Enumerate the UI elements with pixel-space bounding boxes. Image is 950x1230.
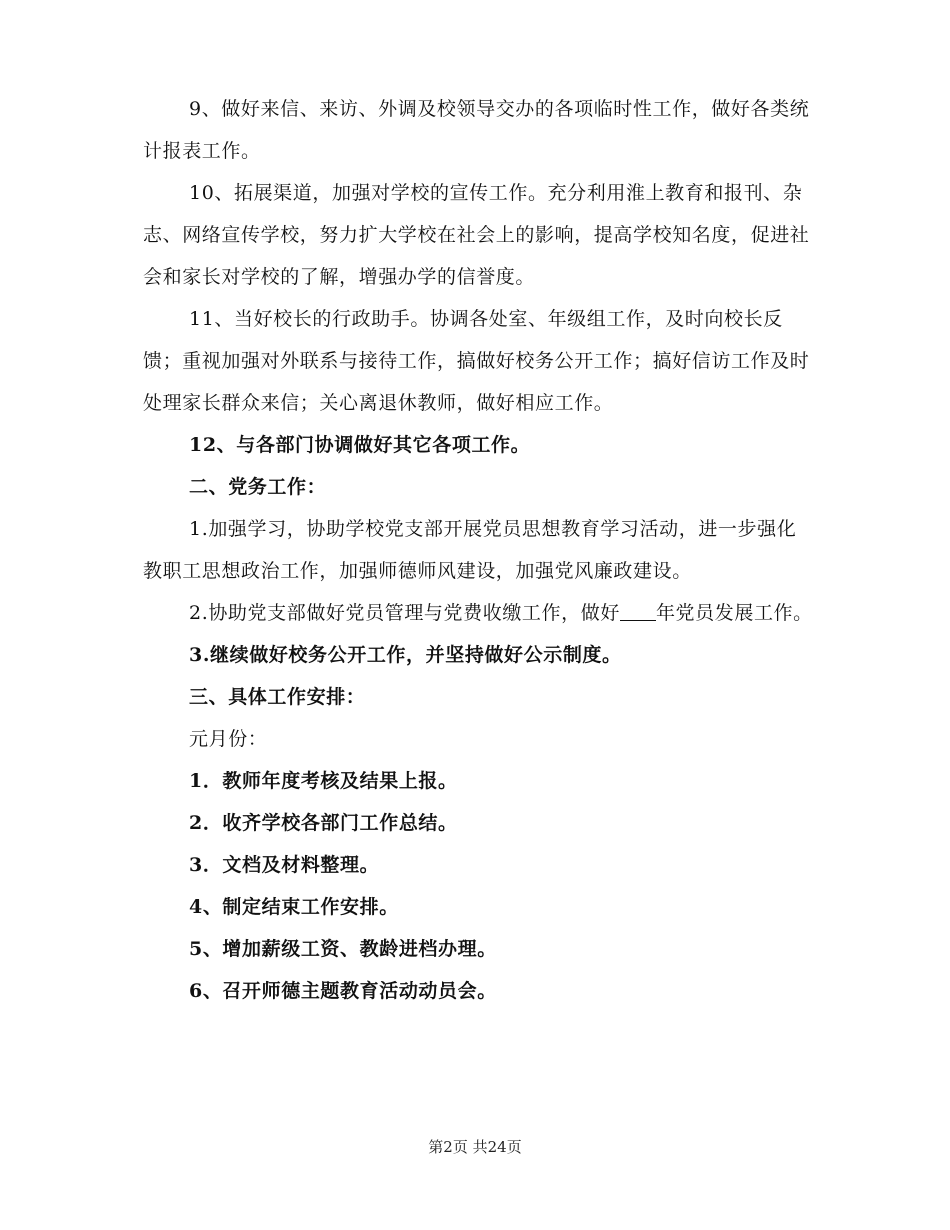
section-heading-party-work: 二、党务工作： <box>189 476 327 498</box>
party-item-2 <box>143 592 813 634</box>
page-number-footer: 第2页 共24页 <box>428 1138 522 1156</box>
month-label: 元月份： <box>189 728 268 750</box>
document-body <box>143 88 813 1012</box>
task-item-6: 6、召开师德主题教育活动动员会。 <box>189 980 497 1002</box>
task-item-5: 5、增加薪级工资、教龄进档办理。 <box>189 938 497 960</box>
task-item-1: 1．教师年度考核及结果上报。 <box>189 770 458 792</box>
party-item-3: 3.继续做好校务公开工作，并坚持做好公示制度。 <box>189 644 622 666</box>
fill-in-blank <box>620 602 656 621</box>
paragraph-item-10: 10、拓展渠道，加强对学校的宣传工作。充分利用淮上教育和报刊、杂志、网络宣传学校，努力扩大学校在社会上的影响，提高学校知名度，促进社会和家长对学校的了解，增强办学的信誉度。 <box>143 182 810 288</box>
paragraph-item-9: 9、做好来信、来访、外调及校领导交办的各项临时性工作，做好各类统计报表工作。 <box>143 98 810 162</box>
section-heading-schedule: 三、具体工作安排： <box>189 686 366 708</box>
party-item-2-part-a: 2.协助党支部做好党员管理与党费收缴工作，做好 <box>189 602 620 624</box>
party-item-1: 1.加强学习，协助学校党支部开展党员思想教育学习活动，进一步强化教职工思想政治工作，加强师德师风建设，加强党风廉政建设。 <box>143 518 797 582</box>
task-item-2: 2．收齐学校各部门工作总结。 <box>189 812 458 834</box>
paragraph-item-11: 11、当好校长的行政助手。协调各处室、年级组工作，及时向校长反馈；重视加强对外联系与接待工作，搞做好校务公开工作；搞好信访工作及时处理家长群众来信；关心离退休教师，做好相应工作。 <box>143 308 810 414</box>
task-item-3: 3．文档及材料整理。 <box>189 854 380 876</box>
party-item-2-part-b: 年党员发展工作。 <box>655 602 813 624</box>
paragraph-item-12: 12、与各部门协调做好其它各项工作。 <box>189 434 531 456</box>
task-item-4: 4、制定结束工作安排。 <box>189 896 399 918</box>
